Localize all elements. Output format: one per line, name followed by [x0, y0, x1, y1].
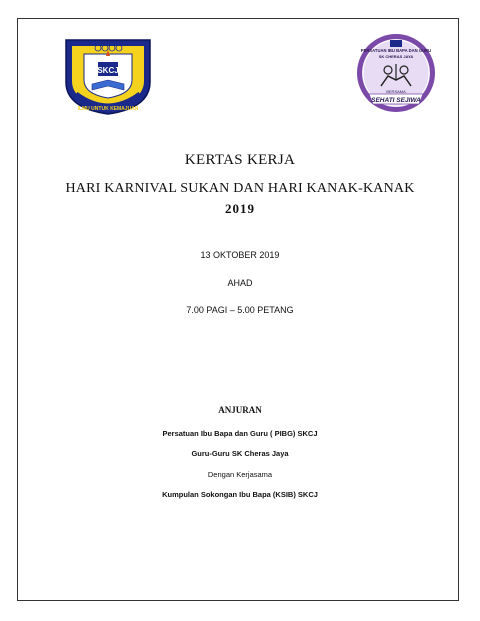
pibg-logo — [355, 32, 437, 114]
anjuran-heading: ANJURAN — [218, 405, 262, 415]
pibg-banner-text: SEHATI SEJIWA — [371, 97, 421, 104]
event-time: 7.00 PAGI – 5.00 PETANG — [186, 305, 294, 315]
event-title: HARI KARNIVAL SUKAN DAN HARI KANAK-KANAK — [65, 181, 415, 196]
pibg-sub-text: SK CHERAS JAYA — [378, 54, 414, 59]
organizer-teachers: Guru-Guru SK Cheras Jaya — [191, 449, 289, 458]
collaboration-label: Dengan Kerjasama — [207, 470, 273, 479]
event-date: 13 OKTOBER 2019 — [200, 250, 280, 260]
event-year: 2019 — [225, 201, 255, 216]
school-crest-logo — [62, 36, 154, 116]
crest-motto: ILMU UNTUK KEMAJUAN — [77, 106, 139, 112]
pibg-small-text: BERSAMA — [386, 89, 406, 94]
organizer-ksib: Kumpulan Sokongan Ibu Bapa (KSIB) SKCJ — [162, 490, 318, 499]
pibg-title-text: PERSATUAN IBU BAPA DAN GURU — [360, 48, 432, 53]
organizer-pibg: Persatuan Ibu Bapa dan Guru ( PIBG) SKCJ — [162, 429, 318, 438]
document-title: KERTAS KERJA — [184, 152, 296, 168]
crest-text: SKCJ — [97, 66, 119, 75]
event-day: AHAD — [227, 278, 253, 288]
